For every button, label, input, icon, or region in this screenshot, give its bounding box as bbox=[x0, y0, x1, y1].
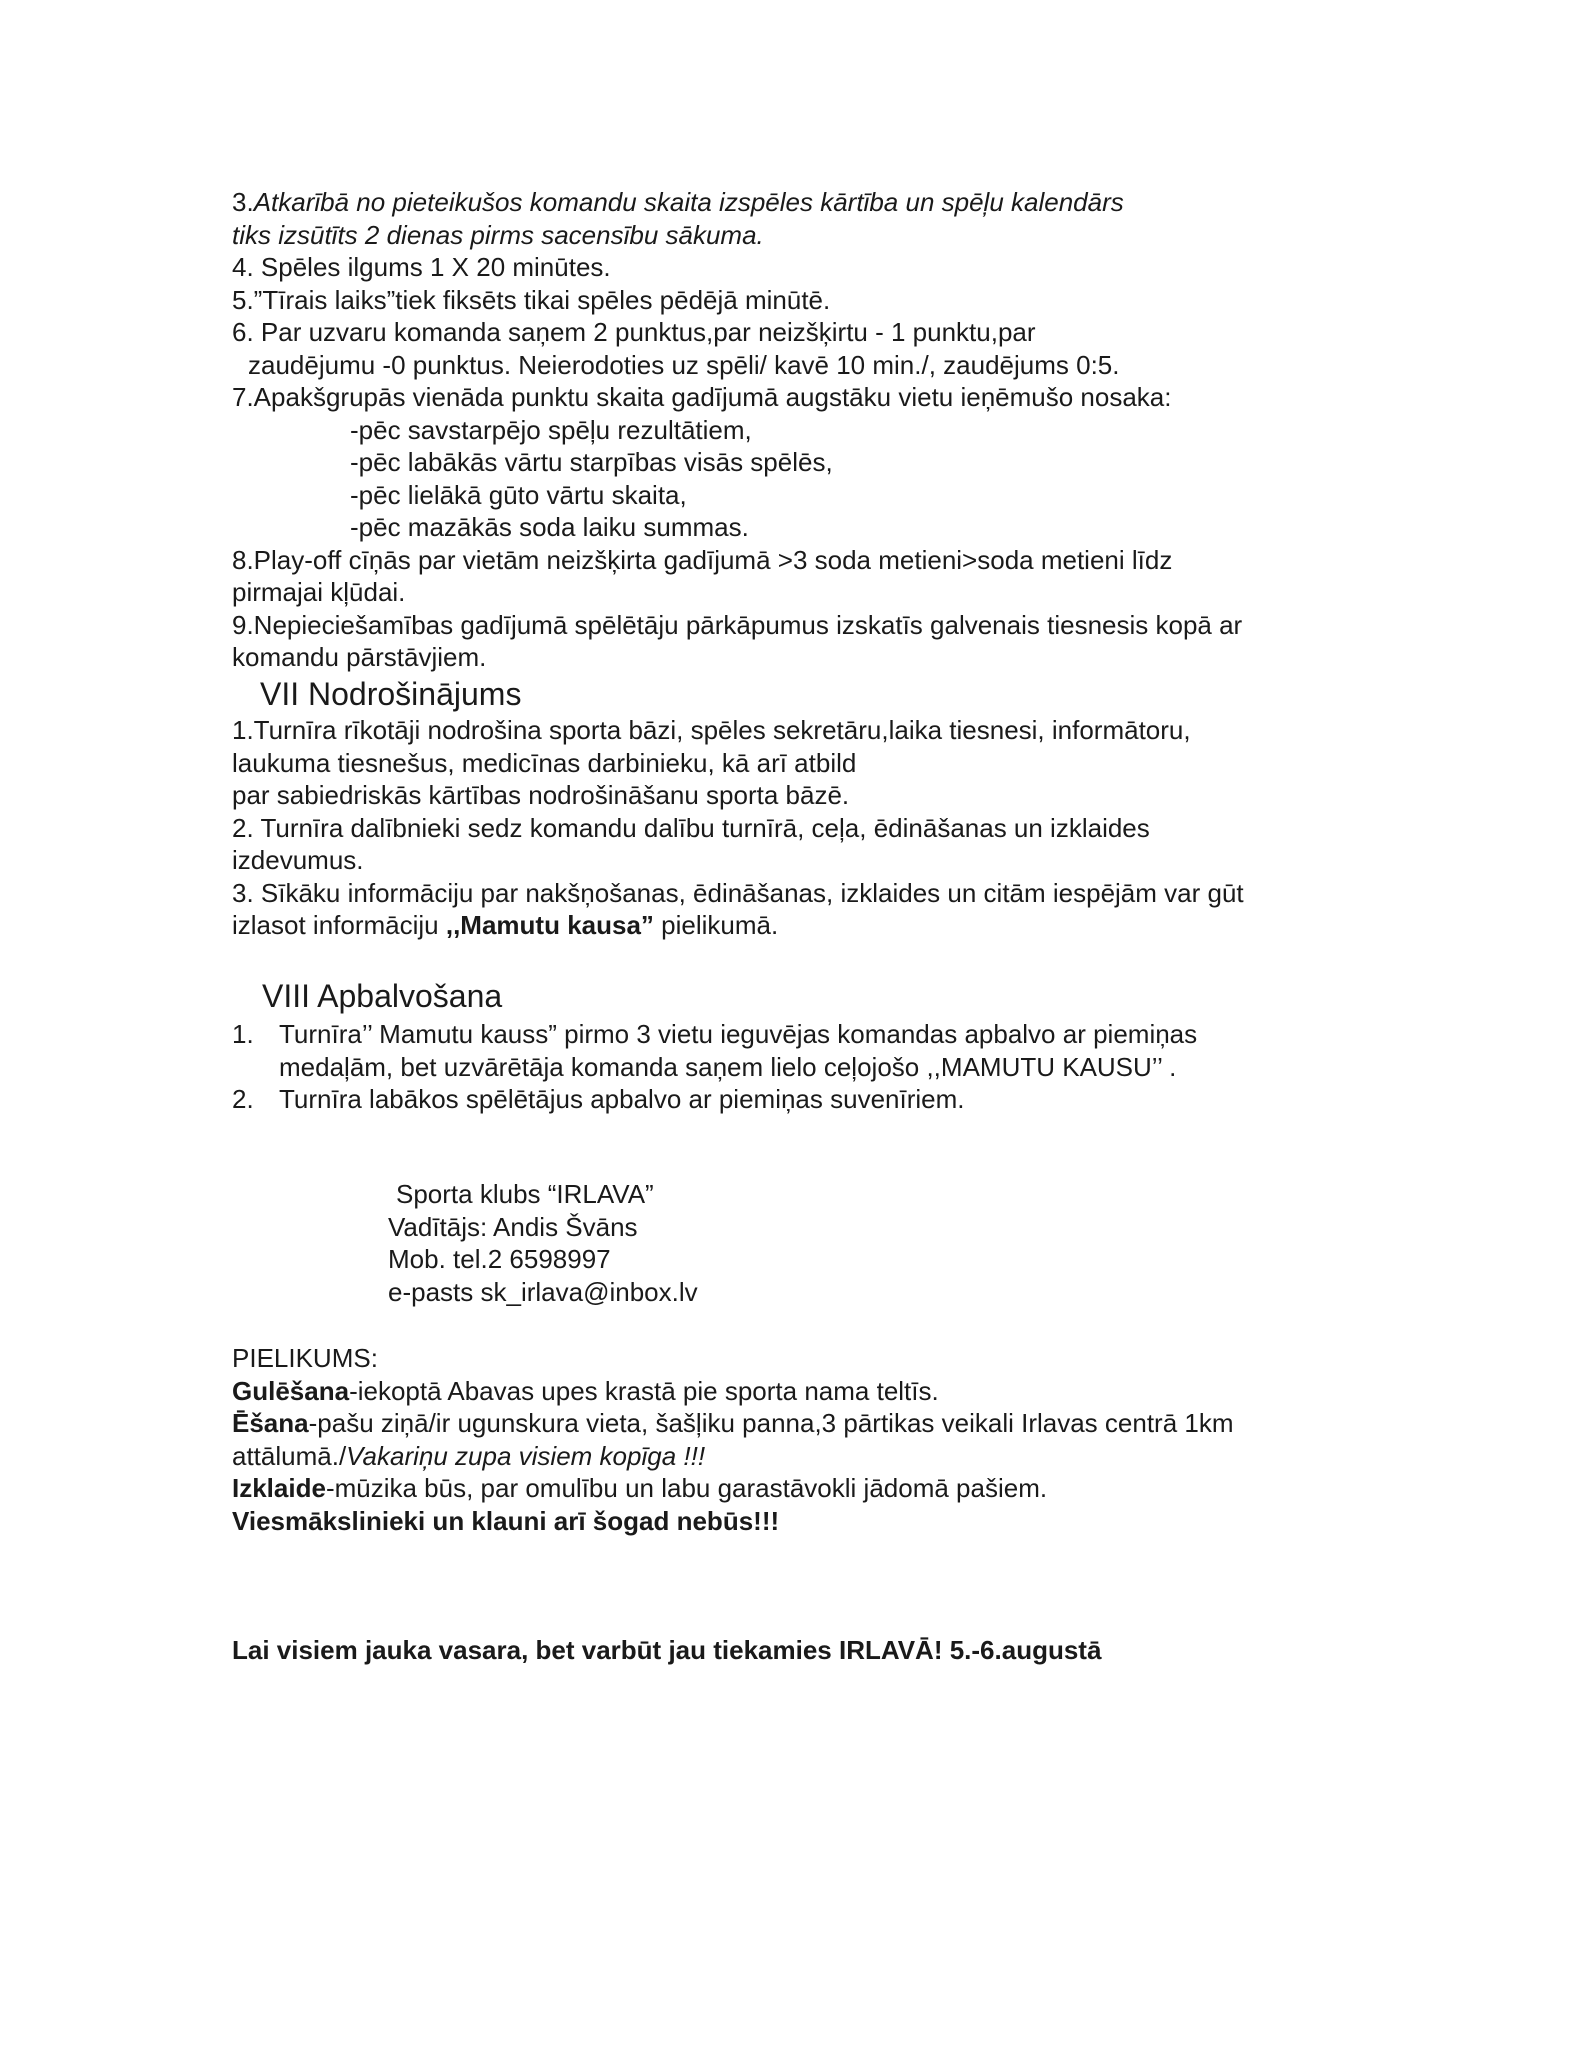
provision-2-line-1: 2. Turnīra dalībnieki sedz komandu dalību turnīrā, ceļa, ēdināšanas un izklaides bbox=[232, 812, 1150, 843]
rule-3-text: Atkarībā no pieteikušos komandu skaita izspēles kārtība un spēļu kalendārs bbox=[253, 187, 1124, 217]
rule-7-sub-2: -pēc labākās vārtu starpības visās spēlēs, bbox=[350, 447, 833, 477]
appendix-block bbox=[232, 1342, 1372, 1537]
appendix-sleep: Gulēšana-iekoptā Abavas upes krastā pie sporta nama teltīs. bbox=[232, 1375, 939, 1406]
rule-9-line-1: 9.Nepieciešamības gadījumā spēlētāju pārkāpumus izskatīs galvenais tiesnesis kopā ar bbox=[232, 609, 1243, 640]
section-8-heading: VIII Apbalvošana bbox=[262, 978, 503, 1014]
award-item-2: 2. Turnīra labākos spēlētājus apbalvo ar piemiņas suvenīriem. bbox=[232, 1084, 965, 1114]
rule-9-line-2: komandu pārstāvjiem. bbox=[232, 642, 487, 672]
rule-7-sub-3: -pēc lielākā gūto vārtu skaita, bbox=[350, 479, 687, 510]
appendix-food-line-2: attālumā./Vakariņu zupa visiem kopīga !!! bbox=[232, 1440, 706, 1471]
award-item-1: 1. Turnīra’’ Mamutu kauss” pirmo 3 vietu ieguvējas komandas apbalvo ar piemiņas bbox=[232, 1019, 1198, 1049]
appendix-title: PIELIKUMS: bbox=[232, 1343, 378, 1373]
contact-block bbox=[388, 1178, 1188, 1308]
rule-6-line-1: 6. Par uzvaru komanda saņem 2 punktus,par neizšķirtu - 1 punktu,par bbox=[232, 317, 1036, 347]
rule-7-sub-1: -pēc savstarpējo spēļu rezultātiem, bbox=[350, 414, 752, 445]
dinner-soup-note: Vakariņu zupa visiem kopīga !!! bbox=[346, 1440, 706, 1471]
award-item-1-cont: medaļām, bet uzvārētāja komanda saņem lielo ceļojošo ,,MAMUTU KAUSU’’ . bbox=[279, 1051, 1177, 1082]
provision-3-line-2: izlasot informāciju ,,Mamutu kausa” pielikumā. bbox=[232, 910, 779, 940]
club-email: e-pasts sk_irlava@inbox.lv bbox=[388, 1276, 698, 1307]
appendix-fun: Izklaide-mūzika būs, par omulību un labu garastāvokli jādomā pašiem. bbox=[232, 1473, 1048, 1503]
rule-7-line-1: 7.Apakšgrupās vienāda punktu skaita gadījumā augstāku vietu ieņēmušo nosaka: bbox=[232, 382, 1172, 412]
mamutu-kausa-bold: ,,Mamutu kausa” bbox=[445, 910, 654, 940]
section-7-body bbox=[232, 714, 1372, 942]
section-8-body bbox=[232, 1018, 1372, 1116]
club-phone: Mob. tel.2 6598997 bbox=[388, 1244, 611, 1274]
rule-6-line-2: zaudējumu -0 punktus. Neierodoties uz spēli/ kavē 10 min./, zaudējums 0:5. bbox=[248, 349, 1120, 380]
section-6-rules bbox=[232, 186, 1372, 674]
rule-7-sub-4: -pēc mazākās soda laiku summas. bbox=[350, 512, 749, 542]
rule-8-line-2: pirmajai kļūdai. bbox=[232, 577, 406, 607]
appendix-artists: Viesmākslinieki un klauni arī šogad nebūs!!! bbox=[232, 1505, 780, 1536]
rule-3-line-2: tiks izsūtīts 2 dienas pirms sacensību sākuma. bbox=[232, 219, 764, 250]
closing-block bbox=[232, 1634, 1372, 1667]
provision-1-line-3: par sabiedriskās kārtības nodrošināšanu sporta bāzē. bbox=[232, 780, 850, 810]
appendix-food-line-1: Ēšana-pašu ziņā/ir ugunskura vieta, šašļiku panna,3 pārtikas veikali Irlavas centrā 1km bbox=[232, 1408, 1234, 1438]
club-leader: Vadītājs: Andis Švāns bbox=[388, 1211, 638, 1242]
rule-8-line-1: 8.Play-off cīņās par vietām neizšķirta gadījumā >3 soda metieni>soda metieni līdz bbox=[232, 544, 1173, 575]
provision-1-line-1: 1.Turnīra rīkotāji nodrošina sporta bāzi, spēles sekretāru,laika tiesnesi, informātoru, bbox=[232, 715, 1191, 745]
rule-5: 5.”Tīrais laiks”tiek fiksēts tikai spēles pēdējā minūtē. bbox=[232, 284, 831, 315]
rule-3-line-1: 3.Atkarībā no pieteikušos komandu skaita izspēles kārtība un spēļu kalendārs bbox=[232, 187, 1124, 217]
closing-line: Lai visiem jauka vasara, bet varbūt jau tiekamies IRLAVĀ! 5.-6.augustā bbox=[232, 1635, 1102, 1665]
provision-2-line-2: izdevumus. bbox=[232, 845, 364, 875]
provision-3-line-1: 3. Sīkāku informāciju par nakšņošanas, ēdināšanas, izklaides un citām iespējām var gūt bbox=[232, 877, 1244, 908]
provision-1-line-2: laukuma tiesnešus, medicīnas darbinieku, kā arī atbild bbox=[232, 747, 857, 778]
club-name: Sporta klubs “IRLAVA” bbox=[396, 1179, 654, 1209]
section-7-heading: VII Nodrošinājums bbox=[260, 676, 522, 712]
rule-4: 4. Spēles ilgums 1 X 20 minūtes. bbox=[232, 252, 611, 282]
